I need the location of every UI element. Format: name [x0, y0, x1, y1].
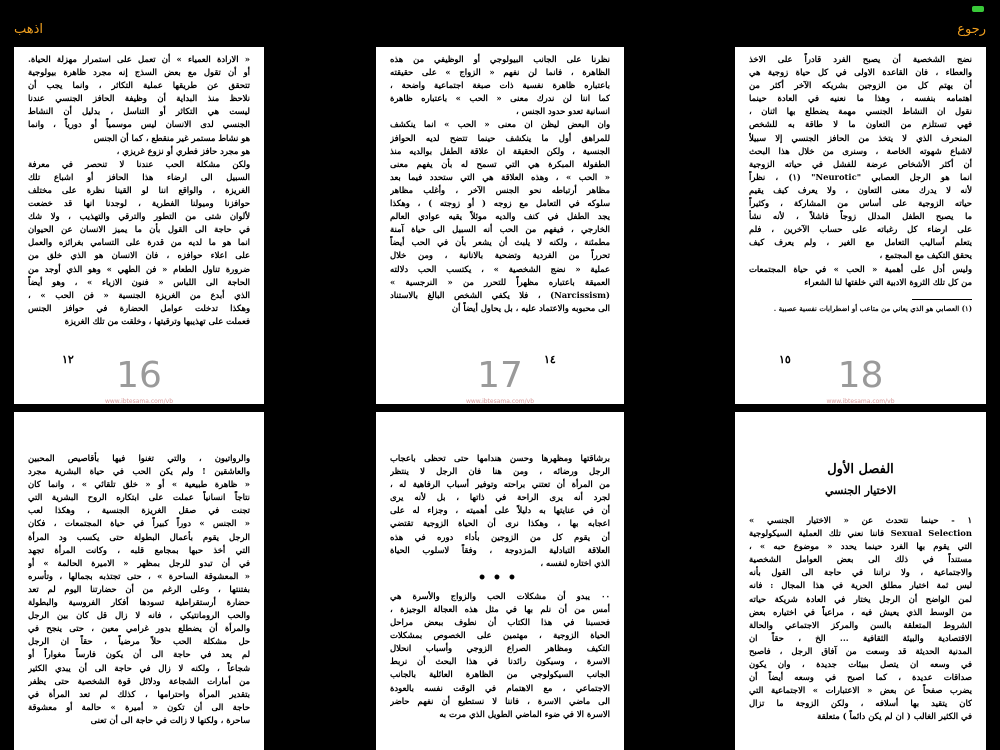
top-bar: [0, 0, 1000, 44]
text-line: من كل تلك الثروة الادبية التي خلفتها لنا الشعراء: [804, 276, 972, 287]
text-line: حاجة الى أن تكون « أميرة » حالمة أو معشوقة: [28, 701, 250, 712]
text-line: كما اننا لن ندرك معنى « الحب » باعتباره ظاهرة: [390, 93, 610, 104]
text-line: لأنه لا يدرك معنى التعاون ، ولا يعرف كيف يقيم: [749, 184, 972, 195]
text-line: « الحب » ، وهذه العلاقة هي التي ستحدد فيما بعد: [390, 171, 610, 182]
text-line: يضرب صفحاً عن بعض « الاعتبارات » الاجتماعية التي: [749, 685, 972, 696]
text-line: أمس من أن نلم بها في مثل هذه العجالة الوجيزة ،: [390, 603, 610, 614]
text-line: الرجل يقوم بأعمال البطولة حتى يكسب ود المرأة: [28, 531, 250, 542]
chapter-title: الفصل الأول: [827, 462, 894, 477]
text-line: الخارجي ، فيفهم من الحب أنه السبيل الى حياة آمنة: [390, 224, 610, 235]
text-line: الاجتماعي ، مع الاهتمام في الوقت نفسه بالعودة: [390, 682, 610, 693]
text-line: فهي تستلزم من التعاون ما لا طاقة به للشخص: [749, 119, 972, 130]
page-thumbnail-21[interactable]: [14, 412, 264, 750]
text-line: أن يهتم كل من الزوجين بشريكه الآخر أكثر من: [749, 80, 972, 91]
text-line: والمرأة أن يضطلع بدور غرامي معين ، حتى ينجح في: [28, 623, 250, 634]
text-line: على اعلاء حوافزه ، فان الانسان هو الذي خلق من: [28, 250, 250, 261]
text-line: الحاجة الى اللباس « فنون الازياء » ، وهو أيضاً: [28, 276, 250, 287]
text-line: الحياة الزوجية ، مهتمين على الخصوص بمشكلات: [390, 630, 610, 641]
text-line: (Narcissism) ، فلا يكفي الشخص البالغ بالاستناد: [390, 289, 610, 300]
text-line: الطفولة المبكرة هي التي تسمح له بأن يفهم معنى: [390, 158, 610, 169]
text-line: للمراهق أول ما ينكشف حينما تتضح لديه الحوافز: [390, 132, 610, 143]
text-line: أن يقوم كل من الزوجين بأداء دوره في هذه: [390, 531, 610, 542]
page-text: [735, 47, 986, 404]
thumbnail-page-number: 16: [116, 355, 162, 396]
footnote: (١) العصابي هو الذي يعاني من متاعب أو اضطرابات نفسية عصبية .: [773, 303, 972, 313]
text-line: حل مشكلة الحب حلاً مرضياً ، حقاً ان الرجل: [28, 636, 250, 647]
text-line: من الوسط الذي يعيش فيه ، مراعياً في اختياره بعض: [749, 606, 972, 617]
text-line: شجاعاً ، ولكنه لا زال في حاجة الى أن يبدي الكثير: [28, 662, 250, 673]
text-line: الرجل ورضائه ، ومن هنا فان الرجل لا ينتظر: [390, 466, 610, 477]
text-line: باعتباره ظاهرة نفسية ذات صبغة اجتماعية واضحة ،: [390, 80, 610, 91]
text-line: ولكن مشكلة الحب عندنا لا تنحصر في معرفة: [28, 158, 250, 169]
text-line: الذي اختاره لنفسه ،: [540, 557, 610, 568]
text-line: نقول ان النشاط الجنسي مهمة يضطلع بها اثنان ،: [749, 106, 972, 117]
text-line: الذي أبدع من الغريزة الجنسية « فن الحب » ،: [28, 289, 250, 300]
text-line: أن أكثر الأشخاص عرضة للفشل في حياته الزوجية: [749, 158, 972, 169]
text-line: الجانب السيكولوجي من الظاهرة العائلية بالجانب: [390, 669, 610, 680]
text-line: اعجابه بها ، وهكذا نرى أن الحياة الزوجية تقتضي: [390, 518, 610, 529]
text-line: الاسرة ، وسيكون رائدنا في هذا البحث أن نربط: [390, 656, 610, 667]
text-line: بفتنتها ، وعلى الرغم من أن حضارتنا اليوم لم تعد: [28, 583, 250, 594]
text-line: الاقتصادية والبيئة الثقافية ... الخ ، حقاً ان: [749, 632, 972, 643]
text-line: لاشباع شهوته الخاصة ، وسنرى من خلال هذا البحث: [749, 145, 972, 156]
printed-page-number: ١٤: [544, 353, 556, 366]
text-line: نضج الشخصية أن يصبح الفرد قادراً على الاخذ: [749, 54, 972, 64]
text-line: من أمارات الشجاعة ودلائل قوة الشخصية حتى يظفر: [28, 675, 250, 686]
text-line: في أن تبدو للرجل بمظهر « الاميرة الحالمة » أو: [28, 557, 250, 568]
text-line: هو نشاط مستمر غير منقطع ، كما أن الجنس: [93, 132, 250, 143]
text-line: وليس أدل على أهمية « الحب » في حياة المجتمعات: [749, 263, 972, 274]
text-line: الظاهرة ، فانما لن نفهم « الزواج » على حقيقته: [390, 67, 610, 78]
section-separator: •••: [477, 569, 523, 586]
printed-page-number: ١٢: [62, 353, 74, 366]
text-line: نلاحظ منذ البداية أن وظيفة الحافز الجنسي عندنا: [28, 93, 250, 104]
text-line: أن في عنايتها به دليلاً على أهميته ، وجزاء له على: [390, 505, 610, 516]
page-thumbnail-16[interactable]: [14, 47, 264, 404]
text-line: فعملت على تهذيبها وترقيتها ، وخلقت من تلك الغريزة: [64, 315, 250, 326]
text-line: يجد الطفل في كنف والديه موئلاً يقيه عوادي العالم: [390, 211, 610, 222]
text-line: العميقة باعتباره مظهراً للتحرر من « النرجسية »: [390, 276, 610, 287]
text-line: التي أخذ حبها بمجامع قلبه ، وكانت المرأة تجهد: [28, 544, 250, 555]
page-thumbnail-19[interactable]: [735, 412, 986, 750]
text-line: أو أن تقول مع بعض السذج إنه مجرد ظاهرة بيولوجية: [28, 67, 250, 78]
text-line: نظرنا على الجانب البيولوجي أو الوظيفي من هذه: [390, 54, 610, 64]
text-line: صداقات عديدة ، كما اصبح في وسعه أيضاً أن: [749, 672, 972, 683]
text-line: السبيل الى ارضاء هذا الحافز أو اشباع تلك: [28, 171, 250, 182]
text-line: الجنسية ، ولكن الحقيقة ان علاقة الطفل بوالديه منذ: [390, 145, 610, 156]
page-thumbnail-18[interactable]: [735, 47, 986, 404]
text-line: انسانية تعدو حدود الجنس ،: [515, 106, 610, 117]
page-text: [14, 47, 264, 404]
text-line: ضرورة تناول الطعام « فن الطهي » وهو الذي أوجد من: [28, 263, 250, 274]
page-thumbnail-17[interactable]: [376, 47, 624, 404]
text-line: ما يصبح الطفل المدلل زوجاً فاشلاً ، لأنه نشأ: [749, 211, 972, 222]
text-line: حضارة أرستقراطية تسودها أفكار الفروسية والبطولة: [28, 597, 250, 608]
text-line: على ارضاء كل رغباته على حساب الآخرين ، فلم: [749, 224, 972, 235]
text-line: في حاجة الى القول بأن ما يميز الانسان عن الحيوان: [28, 224, 250, 235]
back-button[interactable]: رجوع: [957, 22, 986, 37]
text-line: سلوكه في التعامل مع زوجه ( أو زوجته ) ، وهكذا: [390, 198, 610, 209]
thumbnail-page-number: 18: [837, 355, 884, 396]
text-line: الى محبوبه والاعتماد عليه ، بل يحاول أيضاً أن: [451, 302, 610, 313]
text-line: مطمئنة ، ولكنه لا يلبث أن يشعر بأن في الحب أيضاً: [390, 237, 610, 248]
text-line: انما هو الرجل العصابي "Neurotic" (١) ، نظراً: [749, 171, 972, 182]
text-line: انما هو ما لديه من قدرة على التسامي بغرائزه والعمل: [28, 237, 250, 248]
text-line: برشاقتها ومظهرها وحسن هندامها حتى تحظى باعجاب: [390, 453, 610, 463]
text-line: العلاقة التبادلية المزدوجة ، وفقاً لاسلوب الحياة: [390, 544, 610, 555]
text-line: « المعشوقة الساحرة » ، حتى تجتذبه بجمالها ، وتأسره: [28, 570, 250, 581]
text-line: فحسبنا في هذا الكتاب أن نطوف ببعض مراحل: [390, 617, 610, 628]
text-line: « الارادة العمياء » أن تعمل على استمرار مهزلة الحياة.: [28, 54, 250, 64]
text-line: يحقق التكيف مع المجتمع ،: [879, 250, 972, 261]
text-line: تحرراً من الفردية وتضحية بالانانية ، ومن خلال: [390, 250, 610, 261]
watermark: www.ibtesama.com/vb: [826, 398, 895, 404]
text-line: نتاجاً انسانياً عملت على ابتكاره الروح البشرية التي: [28, 492, 250, 503]
text-line: الاسرة الا في ضوء الماضي الطويل الذي مرت به: [439, 708, 610, 719]
text-line: ليست هي التكاثر أو التناسل ، بدليل أن النشاط: [28, 106, 250, 117]
page-text: [376, 412, 624, 750]
text-line: والعاشقين ! ولم يكن الحب في حياة البشرية مجرد: [28, 466, 250, 477]
text-line: التكيف ومظاهر الصراع الزوجي وأسباب انحلال: [390, 643, 610, 654]
text-line: من المرأة أن تعتني براحته وتوفير أسباب الرفاهية له ،: [390, 479, 610, 490]
go-button[interactable]: اذهب: [14, 22, 44, 37]
text-line: لجرد أنه يرى الراحة في ذاتها ، بل لأنه يرى: [390, 492, 610, 503]
watermark: www.ibtesama.com/vb: [465, 398, 535, 404]
text-line: ساحرة ، ولكنها لا زالت في حاجة الى أن تعنى: [90, 714, 250, 725]
text-line: تجنت في صقل الغريزة الجنسية ، وهكذا لعب: [28, 505, 250, 516]
text-line: مستنداً في ذلك الى بعض العوامل الشخصية: [749, 554, 972, 565]
text-line: مظاهر أرتباطه نحو الجنس الآخر ، وأغلب مظاهر: [390, 184, 610, 195]
text-line: الجنسي لدى الانسان ليس موسمياً أو دورياً ، وانما: [28, 119, 250, 130]
footnote-divider: [912, 299, 972, 300]
text-line: والعطاء ، فان القاعدة الاولى في كل حياة زوجية هي: [749, 67, 972, 78]
page-thumbnail-20[interactable]: [376, 412, 624, 750]
text-line: بتقدير المرأة واحترامها ، كذلك لم تعد المرأة في: [28, 688, 250, 699]
text-line: ٠٠ يبدو أن مشكلات الحب والزواج والأسرة هي: [390, 590, 610, 601]
text-line: في الكثير الغالب ( ان لم يكن دائماً ) متعلقة: [817, 711, 972, 722]
text-line: عملية « نضج الشخصية » ، يكتسب الحب دلالته: [390, 263, 610, 274]
text-line: الغريزة ، والواقع اننا لو القينا نظرة على مختلف: [28, 184, 250, 195]
thumbnail-page-number: 17: [477, 355, 523, 396]
page-text: [14, 412, 264, 750]
text-line: هو مجرد حافز فطري أو نزوع غريزي ،: [116, 145, 250, 156]
text-line: « الجنس » دوراً كبيراً في حياة المجتمعات ، فكان: [28, 518, 250, 529]
text-line: لم يعد في حاجة الى أن يكون فارساً مغواراً أو: [28, 649, 250, 660]
text-line: وهكذا تدخلت عوامل الحضارة في حوافز الجنس: [28, 302, 250, 313]
text-line: في وسعه ان يتصل ببيئات جديدة ، وان يكون: [749, 659, 972, 670]
text-line: لألوان شتى من التطور والترقي والتهذيب ، ولا شك: [28, 211, 250, 222]
text-line: حياته الزوجية على أساس من المشاركة ، وكثيراً: [749, 198, 972, 209]
text-line: « ظاهرة طبيعية » أو « خلق تلقائي » ، وانما كان: [28, 479, 250, 490]
text-line: ١ - حينما نتحدث عن « الاختيار الجنسي »: [749, 515, 972, 525]
text-line: ليس ثمة اختيار مطلق الحرية في هذا المجال : فانه: [749, 580, 972, 591]
text-line: والاجتماعية ، ولا نراننا في حاجة الى القول بأنه: [749, 567, 972, 578]
text-line: والرواتيون ، والتي تغنوا فيها بأقاصيص المحبين: [28, 453, 250, 463]
text-line: الشروط المتعلقة بالسن والمركز الاجتماعي والحالة: [749, 619, 972, 630]
text-line: Sexual Selection فاننا نعني تلك العملية السيكولوجية: [749, 528, 972, 539]
text-line: وان البعض ليظن ان معنى « الحب » انما ينكشف: [390, 119, 610, 130]
battery-indicator: [972, 6, 984, 12]
page-text: [735, 412, 986, 750]
text-line: كان يتقيد بها أسلافه ، ولكن الزوجة ما تزال: [749, 698, 972, 709]
text-line: اهتمامه بنفسه ، وهذا ما نعنيه في العادة حينما: [749, 93, 972, 104]
text-line: المنحرف الذي لا يتخذ من الحافز الجنسي إلا سبيلاً: [749, 132, 972, 143]
text-line: لمن الواضح أن الرجل يختار في العادة شريكة حياته: [749, 593, 972, 604]
printed-page-number: ١٥: [779, 353, 791, 366]
text-line: والحب الرومانتيكي ، فانه لا زال قل كان بين الرجل: [28, 610, 250, 621]
text-line: الى ماضي الاسرة ، فاننا لا نستطيع أن نفهم حاضر: [390, 695, 610, 706]
text-line: المدنية الحديثة قد وسعت من آفاق الرجل ، فاصبح: [749, 645, 972, 656]
text-line: تتحقق عن طريقها عملية التكاثر ، وانما يجب أن: [28, 80, 250, 91]
text-line: التي يقوم بها الفرد حينما يحدد « موضوع حبه » ،: [749, 541, 972, 552]
page-text: [376, 47, 624, 404]
section-title: الاختيار الجنسي: [824, 484, 897, 497]
text-line: يتعلم أساليب التعامل مع الغير ، ولم يعرف كيف: [749, 237, 972, 248]
watermark: www.ibtesama.com/vb: [104, 398, 174, 404]
text-line: حوافزنا وميولنا الفطرية ، لوجدنا انها قد خضعت: [28, 198, 250, 209]
